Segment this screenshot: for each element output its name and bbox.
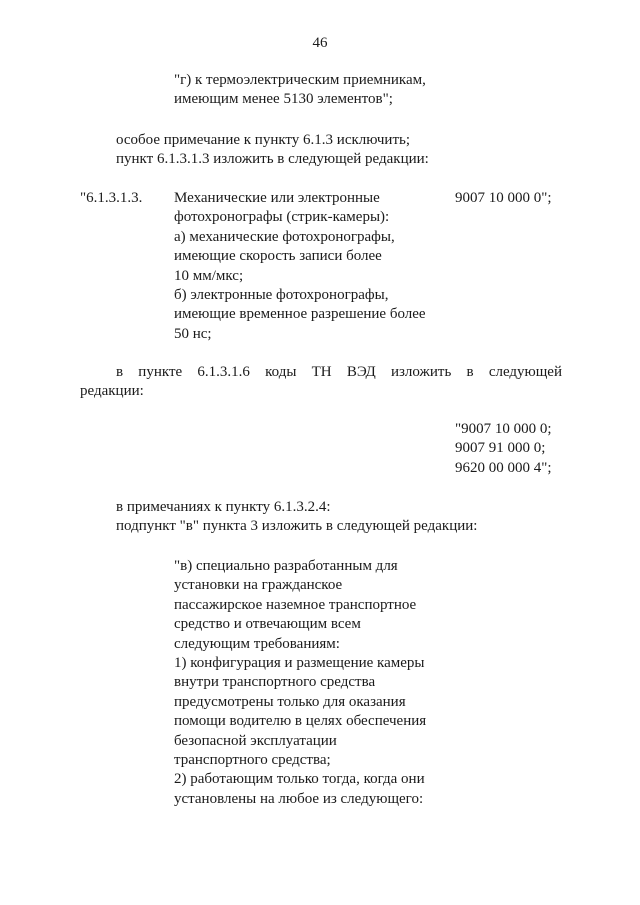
item-description	[174, 189, 426, 344]
text-line: пункт 6.1.3.1.3 изложить в следующей редакции:	[116, 151, 429, 168]
text-line: предусмотрены только для оказания	[174, 693, 406, 710]
text-line: 1) конфигурация и размещение камеры	[174, 655, 425, 672]
text-line: установки на гражданское	[174, 577, 343, 594]
text-line: установлены на любое из следующего:	[174, 790, 424, 807]
text-line: "г) к термоэлектрическим приемникам,	[174, 72, 426, 88]
instruction-2-continuation: редакции:	[80, 383, 144, 399]
text-line: средство и отвечающим всем	[174, 616, 361, 633]
page-number: 46	[312, 35, 328, 51]
codes-block	[455, 420, 552, 478]
text-line: транспортного средства;	[174, 752, 331, 769]
instruction-2-line: в пункте 6.1.3.1.6 коды ТН ВЭД изложить в следующей	[116, 364, 562, 380]
text-line: а) механические фотохронографы,	[174, 228, 395, 245]
text-line: Механические или электронные	[174, 190, 380, 206]
quote-g-block	[174, 71, 426, 110]
text-line: подпункт "в" пункта 3 изложить в следующей редакции:	[116, 518, 478, 535]
text-line: б) электронные фотохронографы,	[174, 287, 389, 304]
text-line: 2) работающим только тогда, когда они	[174, 771, 425, 788]
code-line: "9007 10 000 0;	[455, 421, 552, 437]
instructions-block-3	[116, 498, 477, 537]
text-line: имеющие временное разрешение более	[174, 306, 426, 323]
text-line: фотохронографы (стрик-камеры):	[174, 209, 390, 226]
text-line: 50 нс;	[174, 325, 212, 342]
text-line: следующим требованиям:	[174, 635, 340, 652]
item-tn-ved-code: 9007 10 000 0";	[455, 190, 552, 206]
text-line: в примечаниях к пункту 6.1.3.2.4:	[116, 499, 331, 515]
text-line: безопасной эксплуатации	[174, 732, 337, 749]
text-line: пассажирское наземное транспортное	[174, 596, 417, 613]
text-line: особое примечание к пункту 6.1.3 исключить;	[116, 132, 411, 148]
quote-v-block	[174, 557, 426, 809]
text-line: помощи водителю в целях обеспечения	[174, 713, 427, 730]
text-line: 10 мм/мкс;	[174, 267, 244, 284]
code-line: 9620 00 000 4";	[455, 459, 552, 476]
item-code: "6.1.3.1.3.	[80, 190, 143, 206]
text-line: имеющим менее 5130 элементов";	[174, 91, 393, 108]
code-line: 9007 91 000 0;	[455, 440, 546, 457]
text-line: "в) специально разработанным для	[174, 558, 398, 574]
text-line: внутри транспортного средства	[174, 674, 376, 691]
text-line: имеющие скорость записи более	[174, 248, 382, 265]
instructions-block-1	[116, 131, 429, 170]
